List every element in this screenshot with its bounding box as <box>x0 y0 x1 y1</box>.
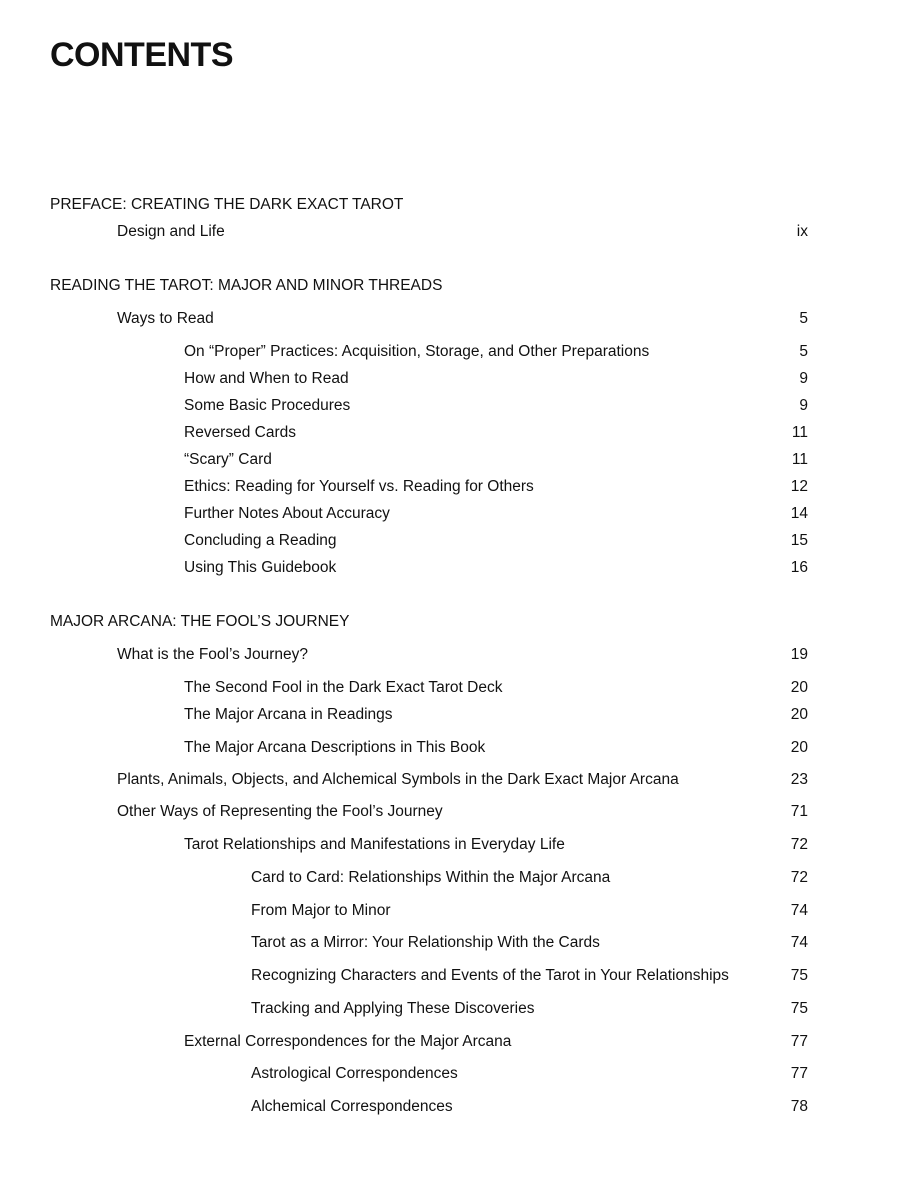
toc-entry-title: Further Notes About Accuracy <box>184 505 390 522</box>
toc-entry-title: Ethics: Reading for Yourself vs. Reading for Others <box>184 478 534 495</box>
toc-entry-page-number: 74 <box>790 934 808 951</box>
toc-entry-page-number: 72 <box>790 836 808 853</box>
toc-entry <box>0 931 910 955</box>
toc-entry-page-number: 12 <box>790 478 808 495</box>
toc-entry-title: Tracking and Applying These Discoveries <box>251 1000 535 1017</box>
toc-entry <box>0 703 910 727</box>
toc-entry-page-number: 5 <box>799 310 808 327</box>
toc-section-heading <box>0 193 910 217</box>
toc-entry-title: READING THE TAROT: MAJOR AND MINOR THREADS <box>50 277 443 294</box>
toc-entry <box>0 448 910 472</box>
toc-entry-title: Ways to Read <box>117 310 214 327</box>
toc-entry-page-number: 19 <box>790 646 808 663</box>
toc-entry-page-number: 16 <box>790 559 808 576</box>
toc-entry-title: Card to Card: Relationships Within the Major Arcana <box>251 869 611 886</box>
toc-entry-title: Concluding a Reading <box>184 532 337 549</box>
toc-section-heading <box>0 274 910 298</box>
toc-entry <box>0 394 910 418</box>
toc-entry-title: MAJOR ARCANA: THE FOOL’S JOURNEY <box>50 613 350 630</box>
toc-entry-page-number: 11 <box>791 451 808 468</box>
toc-entry-page-number: 23 <box>790 771 808 788</box>
toc-entry-title: Alchemical Correspondences <box>251 1098 453 1115</box>
toc-entry-page-number: 77 <box>790 1065 808 1082</box>
toc-entry-title: Reversed Cards <box>184 424 296 441</box>
toc-entry-page-number: 5 <box>799 343 808 360</box>
toc-entry <box>0 736 910 760</box>
toc-entry-title: Tarot Relationships and Manifestations in Everyday Life <box>184 836 565 853</box>
toc-entry-page-number: 78 <box>790 1098 808 1115</box>
toc-section-heading <box>0 610 910 634</box>
toc-entry-title: Recognizing Characters and Events of the Tarot in Your Relationships <box>251 967 729 984</box>
toc-entry-title: The Major Arcana in Readings <box>184 706 393 723</box>
toc-entry-page-number: 20 <box>790 739 808 756</box>
toc-entry-title: Some Basic Procedures <box>184 397 351 414</box>
toc-entry-page-number: 72 <box>790 869 808 886</box>
toc-entry-title: The Second Fool in the Dark Exact Tarot Deck <box>184 679 503 696</box>
toc-entry <box>0 1062 910 1086</box>
toc-entry-title: The Major Arcana Descriptions in This Book <box>184 739 486 756</box>
toc-entry <box>0 1095 910 1119</box>
toc-entry-page-number: 11 <box>791 424 808 441</box>
toc-entry <box>0 676 910 700</box>
toc-entry-title: Tarot as a Mirror: Your Relationship With the Cards <box>251 934 600 951</box>
toc-entry-title: External Correspondences for the Major Arcana <box>184 1033 512 1050</box>
toc-entry <box>0 556 910 580</box>
toc-entry-page-number: 20 <box>790 706 808 723</box>
toc-entry <box>0 1030 910 1054</box>
toc-entry-title: Using This Guidebook <box>184 559 337 576</box>
toc-entry <box>0 529 910 553</box>
toc-entry <box>0 502 910 526</box>
toc-entry <box>0 307 910 331</box>
toc-entry-page-number: 9 <box>799 370 808 387</box>
toc-entry-title: On “Proper” Practices: Acquisition, Storage, and Other Preparations <box>184 343 650 360</box>
toc-entry <box>0 643 910 667</box>
toc-entry <box>0 964 910 988</box>
toc-entry <box>0 340 910 364</box>
toc-entry-page-number: 71 <box>790 803 808 820</box>
toc-entry-title: Plants, Animals, Objects, and Alchemical Symbols in the Dark Exact Major Arcana <box>117 771 679 788</box>
toc-entry-title: Other Ways of Representing the Fool’s Journey <box>117 803 443 820</box>
toc-entry-title: What is the Fool’s Journey? <box>117 646 308 663</box>
toc-entry-title: How and When to Read <box>184 370 349 387</box>
toc-entry-page-number: 75 <box>790 967 808 984</box>
toc-entry-title: From Major to Minor <box>251 902 391 919</box>
toc-entry-page-number: 77 <box>790 1033 808 1050</box>
toc-entry-page-number: 9 <box>799 397 808 414</box>
toc-entry <box>0 768 910 792</box>
toc-entry-page-number: 74 <box>790 902 808 919</box>
toc-entry-page-number: 14 <box>790 505 808 522</box>
toc-entry <box>0 800 910 824</box>
toc-entry-title: “Scary” Card <box>184 451 272 468</box>
toc-entry <box>0 421 910 445</box>
toc-entry-page-number: 15 <box>790 532 808 549</box>
toc-entry <box>0 220 910 244</box>
toc-entry <box>0 475 910 499</box>
toc-entry <box>0 997 910 1021</box>
toc-entry <box>0 833 910 857</box>
toc-entry-page-number: ix <box>796 223 808 240</box>
toc-entry-page-number: 75 <box>790 1000 808 1017</box>
toc-entry <box>0 866 910 890</box>
toc-entry-title: PREFACE: CREATING THE DARK EXACT TAROT <box>50 196 404 213</box>
toc-entry <box>0 899 910 923</box>
toc-entry-title: Design and Life <box>117 223 225 240</box>
toc-entry-title: Astrological Correspondences <box>251 1065 458 1082</box>
page-title: CONTENTS <box>50 36 233 74</box>
toc-entry-page-number: 20 <box>790 679 808 696</box>
toc-entry <box>0 367 910 391</box>
